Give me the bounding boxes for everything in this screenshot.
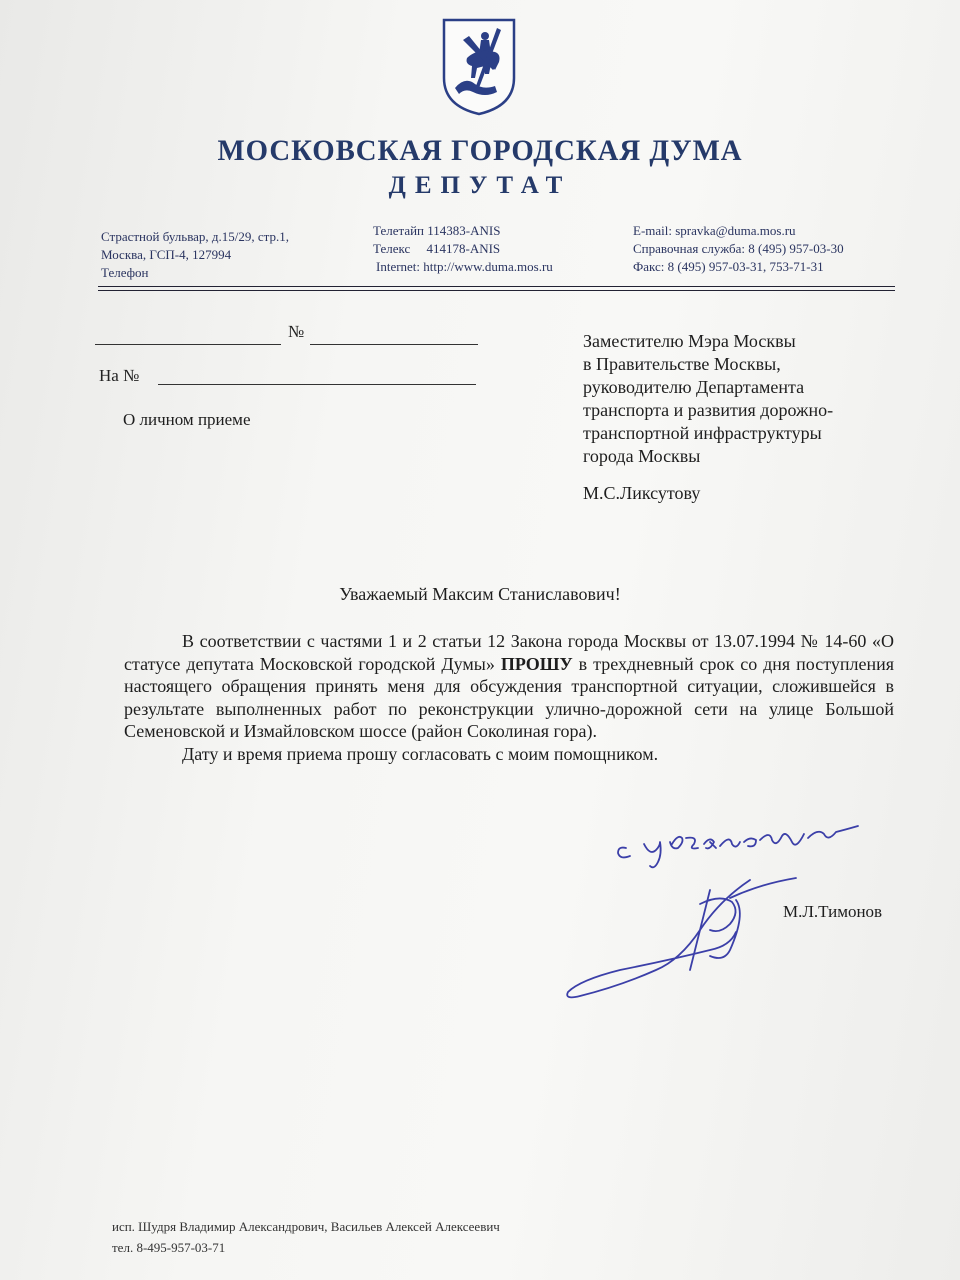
internet-line: Internet: http://www.duma.mos.ru bbox=[376, 259, 553, 274]
body-paragraph bbox=[124, 630, 894, 743]
address-line: Телефон bbox=[101, 265, 149, 280]
teletype-line: Телетайп 114383-ANIS bbox=[373, 223, 501, 238]
header-rule bbox=[98, 290, 895, 291]
teletype-block bbox=[373, 222, 553, 276]
letter-body bbox=[124, 630, 894, 765]
body-paragraph: Дату и время приема прошу согласовать с моим помощником. bbox=[182, 743, 659, 764]
outgoing-number-line bbox=[310, 344, 478, 345]
reply-number-line bbox=[158, 384, 476, 385]
deputy-title: ДЕПУТАТ bbox=[388, 172, 572, 199]
letter-subject: О личном приеме bbox=[123, 410, 251, 429]
body-text-end: в трехдневный срок со дня поступления настоящего обращения принять меня для обсуждения транспортной ситуации, сложившейся в результате выполненных работ по реконструкции улично-дорожной сети на улице Большой Семеновской и Измайловском шоссе (район Соколиная гора). bbox=[124, 653, 894, 741]
contacts-block bbox=[633, 222, 844, 276]
request-emphasis: ПРОШУ bbox=[500, 653, 573, 674]
signer-name: М.Л.Тимонов bbox=[783, 902, 883, 921]
address-line: Страстной бульвар, д.15/29, стр.1, bbox=[101, 229, 290, 244]
address-line: Москва, ГСП-4, 127994 bbox=[101, 247, 232, 262]
addressee-line: транспортной инфраструктуры bbox=[583, 423, 822, 443]
email-line: E-mail: spravka@duma.mos.ru bbox=[633, 223, 796, 238]
address-block bbox=[101, 228, 289, 282]
body-text-start: В соответствии с частями 1 и 2 статьи 12 Закона города Москвы от 13.07.1994 № 14-60 «О статусе депутата Московской городской Думы» bbox=[124, 631, 894, 674]
executors-block bbox=[112, 1216, 500, 1258]
addressee-line: транспорта и развития дорожно- bbox=[583, 400, 834, 420]
fax-line: Факс: 8 (495) 957-03-31, 753-71-31 bbox=[633, 259, 824, 274]
executors-names: исп. Шудря Владимир Александрович, Васильев Алексей Алексеевич bbox=[112, 1219, 500, 1234]
organization-name: МОСКОВСКАЯ ГОРОДСКАЯ ДУМА bbox=[217, 134, 743, 167]
executors-phone: тел. 8-495-957-03-71 bbox=[112, 1240, 226, 1255]
addressee-name: М.С.Ликсутову bbox=[583, 483, 701, 503]
header-rule bbox=[98, 286, 895, 287]
outgoing-date-line bbox=[95, 344, 281, 345]
addressee-line: города Москвы bbox=[583, 446, 701, 466]
addressee-line: Заместителю Мэра Москвы bbox=[583, 331, 796, 351]
moscow-coat-of-arms-icon bbox=[441, 18, 517, 116]
reply-to-label: На № bbox=[99, 366, 140, 385]
salutation: Уважаемый Максим Станиславович! bbox=[339, 584, 621, 604]
addressee-line: в Правительстве Москвы, bbox=[583, 354, 781, 374]
helpdesk-line: Справочная служба: 8 (495) 957-03-30 bbox=[633, 241, 844, 256]
addressee-line: руководителю Департамента bbox=[583, 377, 805, 397]
addressee-block bbox=[583, 330, 913, 505]
telex-line: Телекс 414178-ANIS bbox=[373, 241, 501, 256]
number-sign: № bbox=[288, 322, 305, 341]
